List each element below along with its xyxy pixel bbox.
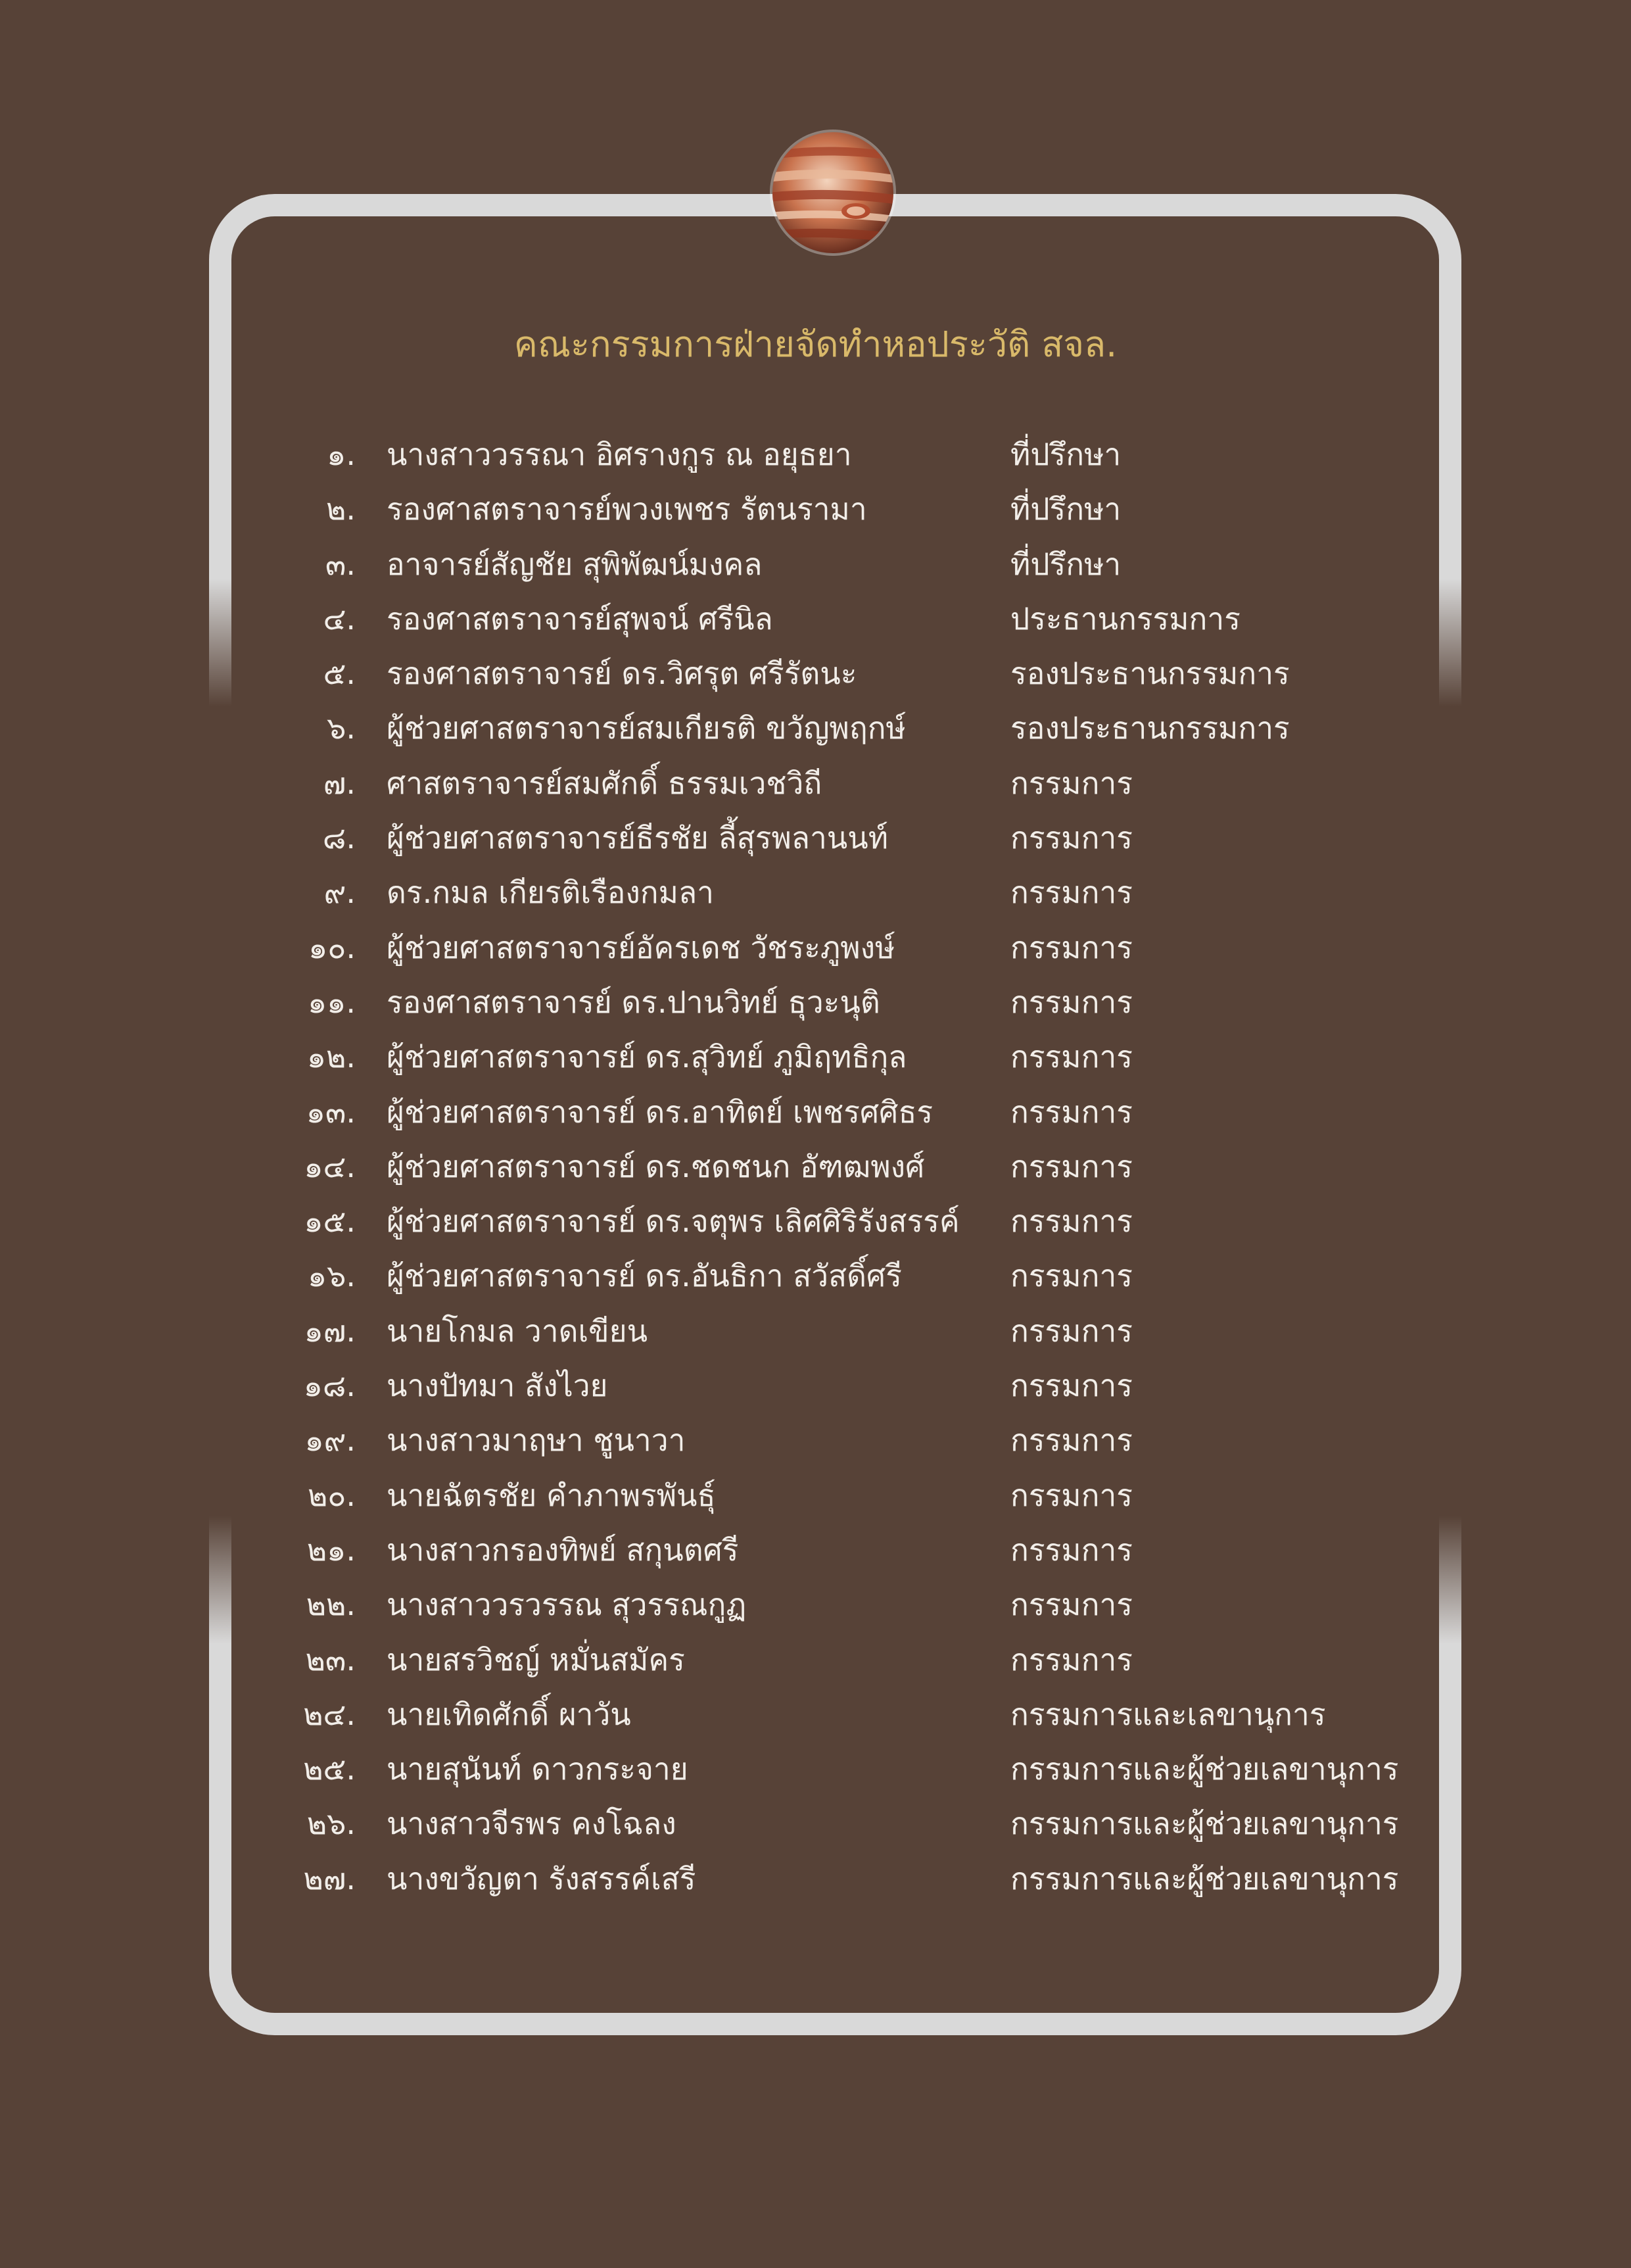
item-number: ๘. [322, 820, 356, 856]
member-role: กรรมการ [1010, 1587, 1133, 1623]
member-role: กรรมการ [1010, 929, 1133, 965]
member-role: กรรมการและผู้ช่วยเลขานุการ [1010, 1806, 1399, 1842]
list-item [0, 485, 1631, 540]
item-number: ๑๐. [308, 929, 356, 965]
item-number: ๒๐. [307, 1477, 356, 1513]
list-item [0, 595, 1631, 650]
jupiter-planet-icon [767, 127, 899, 258]
member-role: กรรมการและเลขานุการ [1010, 1696, 1326, 1732]
list-item [0, 1526, 1631, 1581]
member-name: ผู้ช่วยศาสตราจารย์ ดร.สุวิทย์ ภูมิฤทธิกุล [387, 1039, 907, 1075]
item-number: ๑๔. [304, 1148, 356, 1184]
member-role: กรรมการและผู้ช่วยเลขานุการ [1010, 1751, 1399, 1787]
item-number: ๙. [323, 875, 356, 911]
item-number: ๒๒. [306, 1587, 356, 1623]
member-role: รองประธานกรรมการ [1010, 710, 1290, 746]
list-item [0, 1143, 1631, 1197]
member-name: ผู้ช่วยศาสตราจารย์อัครเดช วัชระภูพงษ์ [387, 929, 895, 965]
member-name: อาจารย์สัญชัย สุพิพัฒน์มงคล [387, 546, 763, 582]
list-item [0, 1088, 1631, 1143]
member-name: นายสรวิชญ์ หมั่นสมัคร [387, 1641, 685, 1677]
list-item [0, 1033, 1631, 1088]
list-item [0, 704, 1631, 759]
item-number: ๒๑. [306, 1532, 356, 1568]
member-name: นายโกมล วาดเขียน [387, 1313, 648, 1349]
member-role: ที่ปรึกษา [1010, 491, 1122, 527]
member-role: กรรมการ [1010, 1039, 1133, 1075]
member-name: ผู้ช่วยศาสตราจารย์ ดร.ชดชนก อัฑฒพงศ์ [387, 1148, 925, 1184]
member-role: รองประธานกรรมการ [1010, 656, 1290, 692]
committee-list [0, 431, 1631, 1910]
item-number: ๕. [323, 656, 356, 692]
member-role: กรรมการ [1010, 765, 1133, 801]
item-number: ๒๗. [303, 1860, 356, 1896]
member-name: รองศาสตราจารย์ ดร.วิศรุต ศรีรัตนะ [387, 656, 857, 692]
member-name: ผู้ช่วยศาสตราจารย์ธีรชัย ลี้สุรพลานนท์ [387, 820, 889, 856]
member-role: กรรมการ [1010, 875, 1133, 911]
member-name: รองศาสตราจารย์พวงเพชร รัตนรามา [387, 491, 867, 527]
member-role: กรรมการ [1010, 1094, 1133, 1130]
member-name: รองศาสตราจารย์ ดร.ปานวิทย์ ธุวะนุติ [387, 984, 880, 1020]
item-number: ๑๖. [307, 1258, 356, 1294]
item-number: ๑๑. [307, 984, 356, 1020]
item-number: ๑๒. [306, 1039, 356, 1075]
list-item [0, 1855, 1631, 1910]
list-item [0, 650, 1631, 704]
item-number: ๑. [327, 437, 356, 472]
item-number: ๑๘. [303, 1368, 356, 1404]
member-name: นางสาวมาฤษา ชูนาวา [387, 1422, 686, 1459]
list-item [0, 541, 1631, 595]
list-item [0, 1800, 1631, 1854]
item-number: ๑๙. [304, 1422, 356, 1459]
member-name: ผู้ช่วยศาสตราจารย์ ดร.จตุพร เลิศศิริรังสรรค์ [387, 1203, 960, 1240]
list-item [0, 978, 1631, 1033]
member-role: กรรมการ [1010, 1641, 1133, 1677]
member-role: กรรมการ [1010, 984, 1133, 1020]
list-item [0, 1362, 1631, 1416]
member-name: นางปัทมา สังไวย [387, 1368, 608, 1404]
list-item [0, 1197, 1631, 1252]
list-item [0, 1416, 1631, 1471]
member-role: กรรมการ [1010, 1477, 1133, 1513]
item-number: ๒๓. [305, 1641, 356, 1677]
member-name: ผู้ช่วยศาสตราจารย์ ดร.อันธิกา สวัสดิ์ศรี [387, 1258, 902, 1294]
item-number: ๒๔. [303, 1696, 356, 1732]
list-item [0, 1745, 1631, 1800]
member-name: ศาสตราจารย์สมศักดิ์ ธรรมเวชวิถี [387, 765, 822, 801]
member-name: รองศาสตราจารย์สุพจน์ ศรีนิล [387, 600, 773, 637]
list-item [0, 1307, 1631, 1362]
list-item [0, 814, 1631, 869]
item-number: ๑๕. [304, 1203, 356, 1240]
member-role: กรรมการ [1010, 1368, 1133, 1404]
item-number: ๒๖. [306, 1806, 356, 1842]
item-number: ๒. [326, 491, 356, 527]
member-role: กรรมการ [1010, 1203, 1133, 1240]
member-role: ประธานกรรมการ [1010, 600, 1241, 637]
item-number: ๖. [327, 710, 356, 746]
list-item [0, 431, 1631, 485]
member-role: กรรมการ [1010, 1148, 1133, 1184]
member-name: ผู้ช่วยศาสตราจารย์ ดร.อาทิตย์ เพชรศศิธร [387, 1094, 934, 1130]
item-number: ๓. [325, 546, 356, 582]
member-role: ที่ปรึกษา [1010, 546, 1122, 582]
list-item [0, 1691, 1631, 1745]
member-name: นางสาววรรณา อิศรางกูร ณ อยุธยา [387, 437, 852, 472]
member-name: นางขวัญตา รังสรรค์เสรี [387, 1860, 696, 1896]
item-number: ๗. [323, 765, 356, 801]
member-name: นายเทิดศักดิ์ ผาวัน [387, 1696, 631, 1732]
member-name: ผู้ช่วยศาสตราจารย์สมเกียรติ ขวัญพฤกษ์ [387, 710, 906, 746]
item-number: ๔. [323, 600, 356, 637]
item-number: ๑๗. [304, 1313, 356, 1349]
list-item [0, 1252, 1631, 1307]
list-item [0, 1581, 1631, 1635]
list-item [0, 924, 1631, 978]
member-role: กรรมการ [1010, 1422, 1133, 1459]
member-role: กรรมการ [1010, 820, 1133, 856]
member-name: นางสาวกรองทิพย์ สกุนตศรี [387, 1532, 739, 1568]
list-item [0, 869, 1631, 923]
page-title: คณะกรรมการฝ่ายจัดทำหอประวัติ สจล. [513, 324, 1118, 365]
member-name: ดร.กมล เกียรติเรืองกมลา [387, 875, 715, 911]
member-role: ที่ปรึกษา [1010, 437, 1122, 472]
item-number: ๑๓. [306, 1094, 356, 1130]
item-number: ๒๕. [303, 1751, 356, 1787]
member-name: นางสาววรวรรณ สุวรรณกูฏ [387, 1587, 747, 1623]
member-name: นายสุนันท์ ดาวกระจาย [387, 1751, 688, 1787]
member-role: กรรมการ [1010, 1258, 1133, 1294]
member-role: กรรมการ [1010, 1313, 1133, 1349]
list-item [0, 1472, 1631, 1526]
list-item [0, 760, 1631, 814]
member-role: กรรมการและผู้ช่วยเลขานุการ [1010, 1860, 1399, 1896]
list-item [0, 1636, 1631, 1691]
member-role: กรรมการ [1010, 1532, 1133, 1568]
member-name: นายฉัตรชัย คำภาพรพันธุ์ [387, 1477, 716, 1513]
member-name: นางสาวจีรพร คงโฉลง [387, 1806, 676, 1842]
